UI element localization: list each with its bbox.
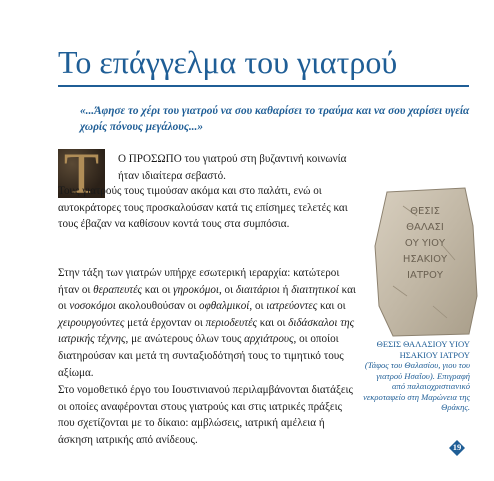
paragraph-2 bbox=[58, 265, 358, 381]
inscription-line: ΟΥ ΥΙΟΥ bbox=[404, 238, 446, 249]
p2-term: διαιτητικοί bbox=[291, 283, 339, 296]
inscription-stone-image bbox=[373, 186, 479, 338]
p2-term: γηροκόμοι bbox=[173, 283, 219, 296]
p2-text: και οι bbox=[142, 283, 174, 296]
p2-term: αρχιάτρους bbox=[244, 333, 294, 346]
paragraph-1 bbox=[118, 151, 358, 184]
p2-text: , οι bbox=[249, 300, 267, 313]
p2-text: , οι bbox=[219, 283, 236, 296]
title-rule bbox=[58, 85, 469, 87]
page-number: 19 bbox=[452, 442, 462, 452]
inscription-line: ΘΑΛΑΣΙ bbox=[406, 222, 444, 233]
epigraph-quote: «...Άφησε το χέρι του γιατρού να σου καθαρίσει το τραύμα και να σου χαρίσει υγεία χωρίς πόνους μεγάλους...» bbox=[80, 105, 470, 133]
p2-text: και οι bbox=[58, 283, 356, 313]
paragraph-3: Στο νομοθετικό έργο του Ιουστινιανού περιλαμβάνονται διατάξεις οι οποίες αναφέρονται στους γιατρούς και στις ιατρικές πράξεις που σχετίζονται με το δίκαιο: αμβλώσεις, ιατρική αμέλεια ή άσκηση ιατρικής από ανίδεους. bbox=[58, 384, 353, 446]
p2-term: οφθαλμικοί bbox=[199, 300, 250, 313]
p2-term: διαιτάριοι bbox=[235, 283, 280, 296]
paragraph-1-lead: Ο ΠΡΟΣΩΠΟ bbox=[118, 153, 182, 165]
p2-text: Στην τάξη των γιατρών υπήρχε εσωτερική ιεραρχία: κατώτεροι ήταν οι bbox=[58, 267, 340, 296]
p2-text: ακολουθούσαν οι bbox=[115, 300, 200, 313]
p2-text: , οι οποίοι διατηρούσαν και μετά τη συνταξιοδότησή τους το τιμητικό τους αξίωμα. bbox=[58, 333, 344, 379]
p2-term: θεραπευτές bbox=[93, 283, 143, 296]
image-caption bbox=[362, 339, 470, 413]
p2-text: και οι bbox=[257, 316, 289, 329]
drop-cap-letter: Τ bbox=[63, 149, 100, 198]
page-title: Το επάγγελμα του γιατρού bbox=[58, 44, 398, 80]
inscription-line: ΙΑΤΡΟΥ bbox=[407, 270, 443, 281]
inscription-line: ΘΕΣΙΣ bbox=[410, 206, 440, 217]
p2-text: και οι bbox=[317, 300, 346, 313]
p2-text: ή bbox=[279, 283, 292, 296]
p2-text: μετά έρχονταν οι bbox=[124, 316, 206, 329]
caption-description: (Τάφος του Θαλασίου, γιου του γιατρού Ησαΐου). Επιγραφή από παλαιοχριστιανικό νεκροταφείο στη Μαρώνεια της Θράκης. bbox=[363, 360, 470, 412]
paragraph-1b: Τους γιατρούς τους τιμούσαν ακόμα και στο παλάτι, ενώ οι αυτοκράτορες τους προσκαλούσαν κατά τις επίσημες τελετές και τους έβαζαν να καθίσουν κοντά τους στα συμπόσια. bbox=[58, 185, 348, 231]
p2-term: ιατρεύοντες bbox=[266, 300, 318, 313]
p2-term: περιοδευτές bbox=[205, 316, 257, 329]
p2-term: χειρουργούντες bbox=[58, 316, 125, 329]
caption-title: ΘΕΣΙΣ ΘΑΛΑΣΙΟΥ ΥΙΟΥ ΗΣΑΚΙΟΥ ΙΑΤΡΟΥ bbox=[376, 339, 470, 360]
p2-term: διδάσκαλοι της ιατρικής τέχνης bbox=[58, 316, 355, 346]
p2-text: , με ανώτερους όλων τους bbox=[125, 333, 245, 346]
p2-term: νοσοκόμοι bbox=[69, 300, 116, 313]
paragraph-1-rest: του γιατρού στη βυζαντινή κοινωνία ήταν ιδιαίτερα σεβαστό. bbox=[118, 153, 347, 182]
inscription-line: ΗΣΑΚΙΟΥ bbox=[402, 254, 448, 265]
